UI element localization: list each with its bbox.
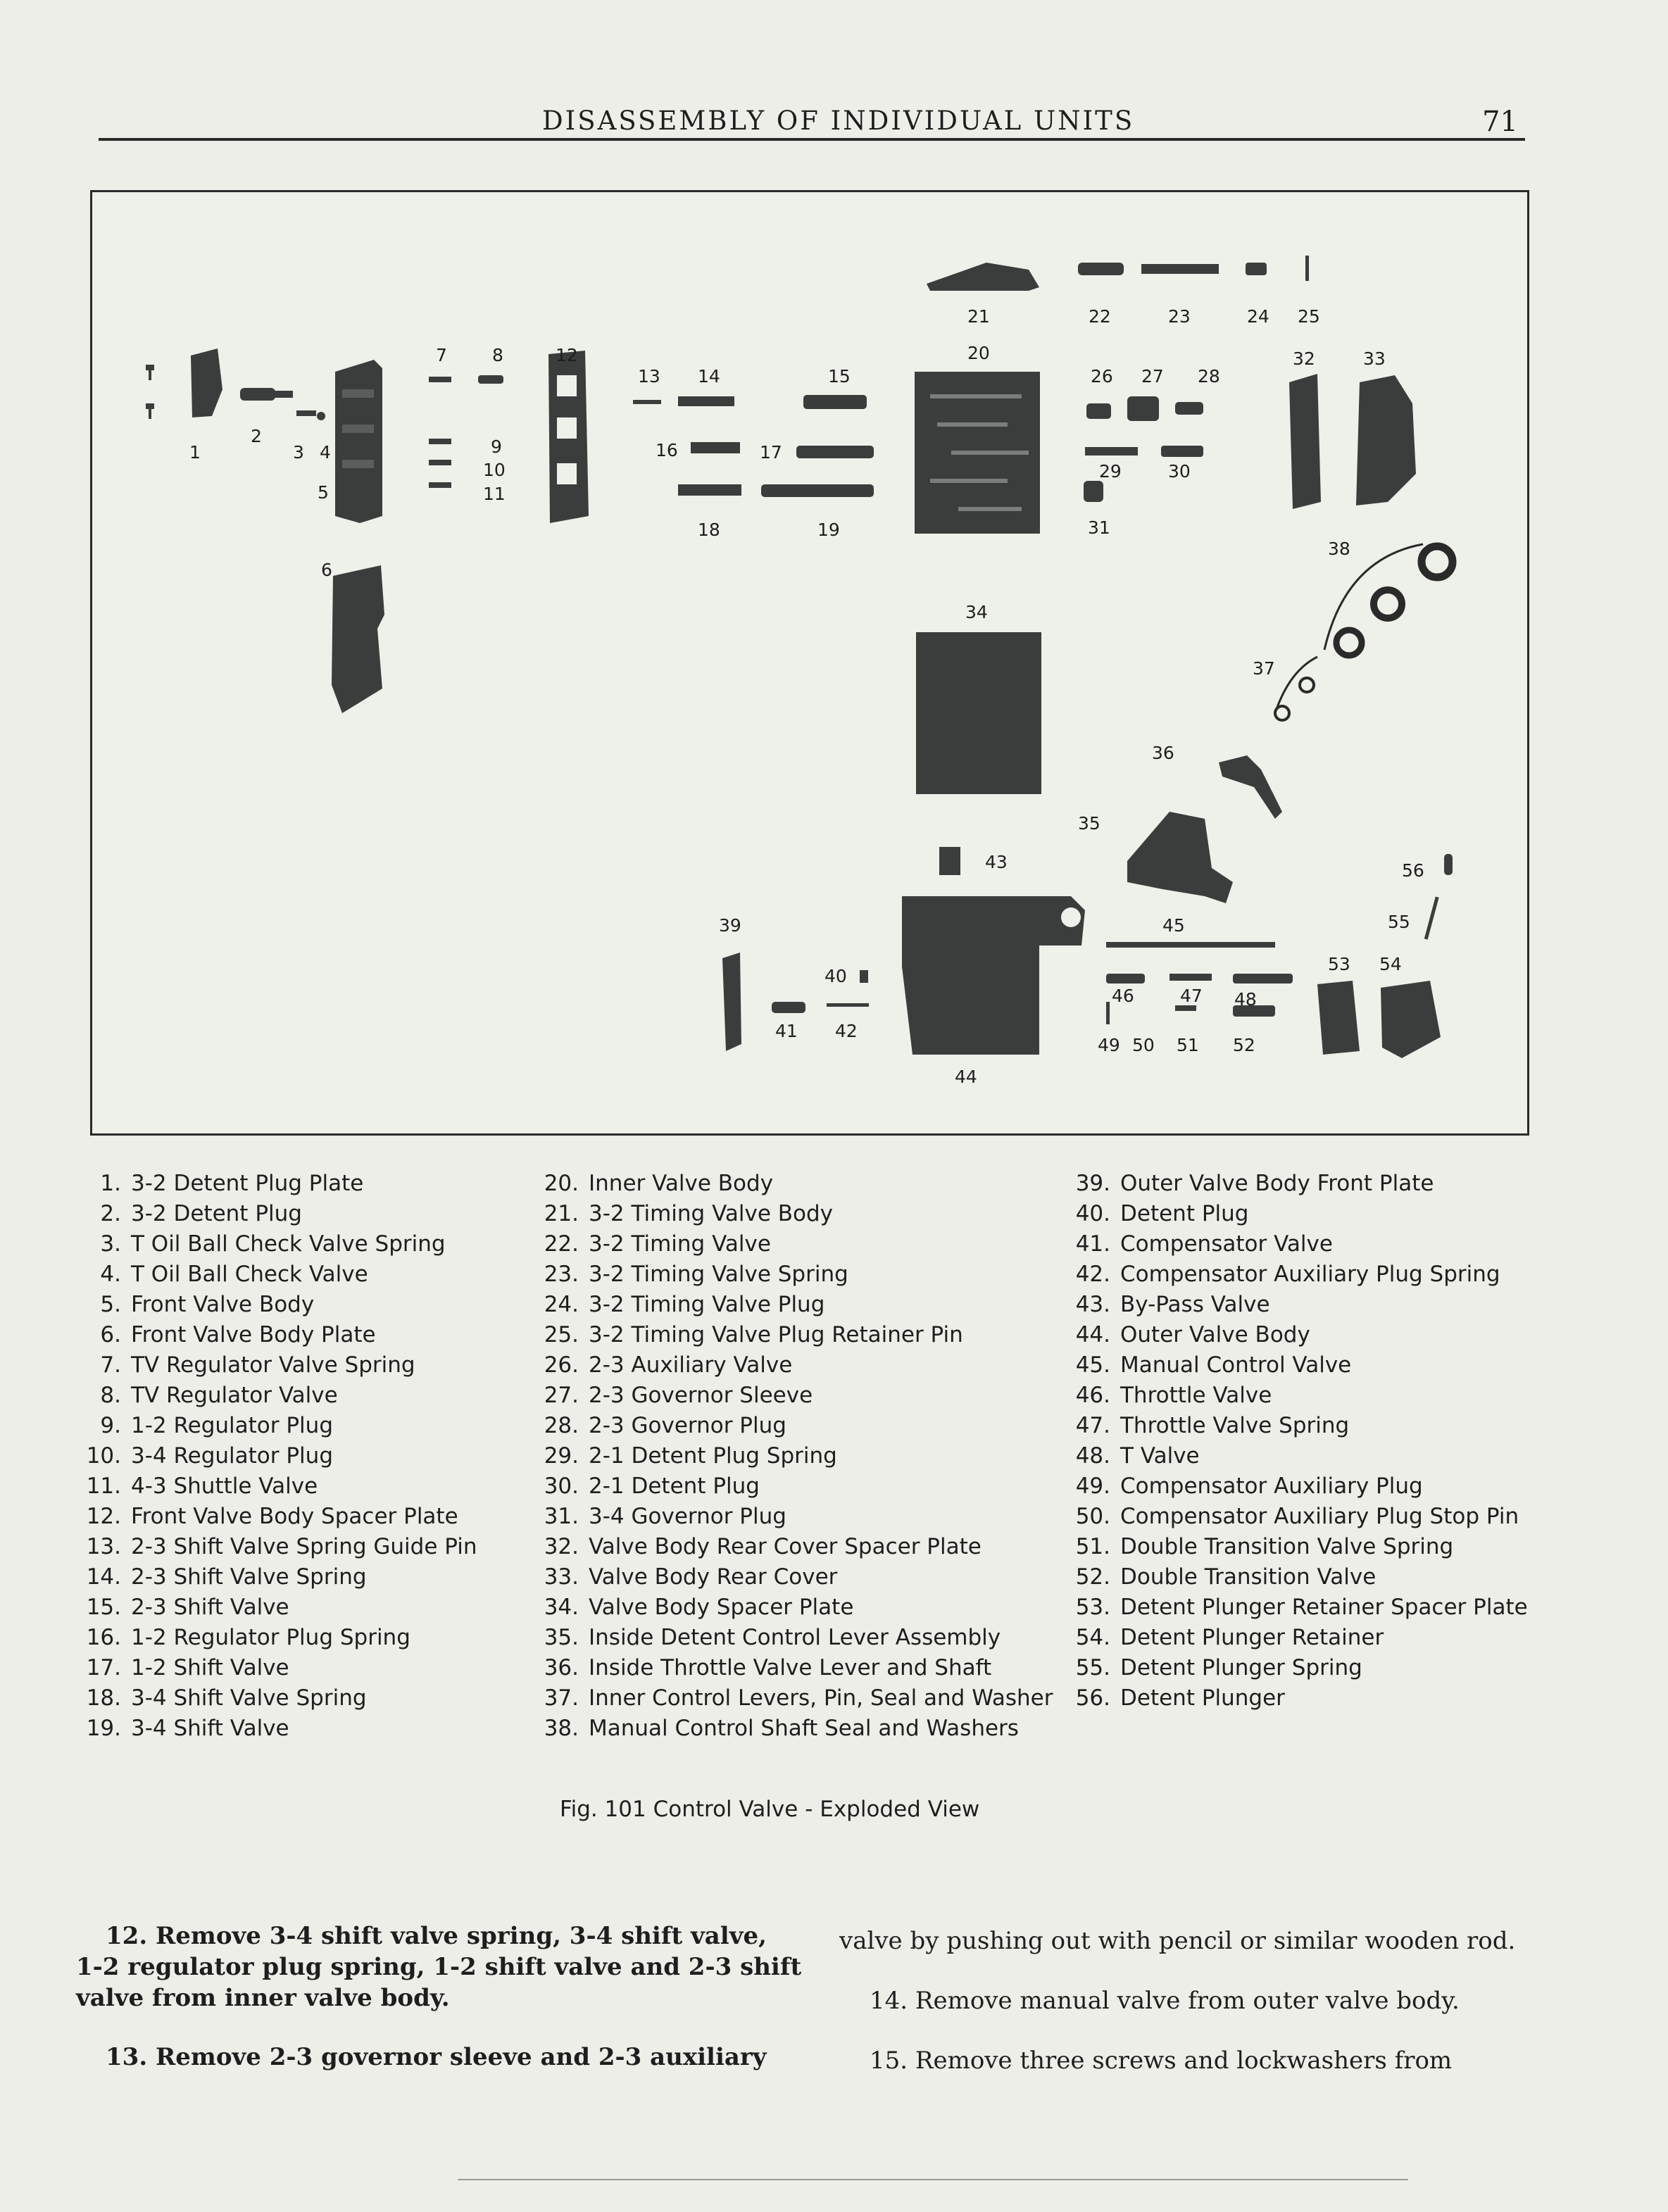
legend-item-label: Inner Control Levers, Pin, Seal and Washer xyxy=(589,1685,1053,1711)
page-header xyxy=(99,106,1525,141)
paragraph-15: 15. Remove three screws and lockwashers from xyxy=(870,2047,1453,2075)
legend-item-number: 7. xyxy=(100,1352,121,1378)
part-20-inner-valve-body xyxy=(915,372,1040,534)
legend-item xyxy=(1067,1592,1528,1623)
legend-item-number: 43. xyxy=(1075,1292,1110,1317)
parts-26-31 xyxy=(1084,396,1203,502)
legend-item xyxy=(1067,1169,1528,1199)
legend-item-number: 51. xyxy=(1075,1534,1110,1559)
paragraph-12-line-1: 12. Remove 3-4 shift valve spring, 3-4 shift valve, xyxy=(106,1922,767,1950)
legend-item-label: Valve Body Rear Cover xyxy=(589,1564,838,1590)
bottom-rule xyxy=(458,2179,1408,2180)
legend-item xyxy=(77,1562,477,1592)
legend-item xyxy=(77,1623,477,1653)
legend-item xyxy=(77,1714,477,1744)
legend-item xyxy=(1067,1532,1528,1562)
legend-item-number: 25. xyxy=(544,1322,579,1347)
part-6 xyxy=(332,565,384,713)
legend-item-label: Throttle Valve xyxy=(1120,1383,1272,1408)
callout-1: 1 xyxy=(189,442,201,463)
legend-item-number: 13. xyxy=(86,1534,121,1559)
callout-18: 18 xyxy=(698,520,720,540)
callout-7: 7 xyxy=(436,345,447,365)
legend-item-label: Front Valve Body Plate xyxy=(131,1322,376,1347)
callout-8: 8 xyxy=(492,345,503,365)
callout-51: 51 xyxy=(1177,1035,1199,1055)
part-32 xyxy=(1289,374,1321,509)
legend-item xyxy=(77,1502,477,1532)
legend-item-label: Outer Valve Body xyxy=(1120,1322,1310,1347)
legend-item-label: 3-4 Governor Plug xyxy=(589,1504,786,1529)
legend-item-number: 12. xyxy=(86,1504,121,1529)
part-33 xyxy=(1356,375,1416,505)
legend-item-label: 3-2 Detent Plug xyxy=(131,1201,302,1226)
legend-item-number: 47. xyxy=(1075,1413,1110,1438)
legend-item-number: 45. xyxy=(1075,1352,1110,1378)
legend-item-number: 46. xyxy=(1075,1383,1110,1408)
callout-15: 15 xyxy=(828,366,851,387)
legend-item-number: 1. xyxy=(100,1171,121,1196)
callout-30: 30 xyxy=(1168,461,1191,482)
legend-item-number: 34. xyxy=(544,1595,579,1620)
legend-item xyxy=(535,1532,1053,1562)
legend-item xyxy=(1067,1502,1528,1532)
legend-item-number: 38. xyxy=(544,1716,579,1741)
legend-item xyxy=(77,1683,477,1714)
legend-item-number: 22. xyxy=(544,1231,579,1257)
legend-item-number: 8. xyxy=(100,1383,121,1408)
legend-item xyxy=(535,1714,1053,1744)
paragraph-13-continued: valve by pushing out with pencil or similar wooden rod. xyxy=(839,1927,1516,1955)
part-37 xyxy=(1275,657,1317,720)
legend-item-label: Outer Valve Body Front Plate xyxy=(1120,1171,1434,1196)
part-34 xyxy=(916,632,1041,794)
legend-item-label: Detent Plunger Spring xyxy=(1120,1655,1362,1680)
legend-item-number: 28. xyxy=(544,1413,579,1438)
legend-item-label: Detent Plunger Retainer Spacer Plate xyxy=(1120,1595,1528,1620)
legend-item-label: T Oil Ball Check Valve Spring xyxy=(131,1231,446,1257)
callout-34: 34 xyxy=(965,602,988,622)
legend-item-label: 3-4 Shift Valve Spring xyxy=(131,1685,367,1711)
legend-item-number: 55. xyxy=(1075,1655,1110,1680)
legend-item-label: Inside Throttle Valve Lever and Shaft xyxy=(589,1655,992,1680)
callout-29: 29 xyxy=(1099,461,1122,482)
part-12 xyxy=(548,351,589,523)
legend-column-3 xyxy=(1067,1169,1528,1714)
legend-item xyxy=(1067,1229,1528,1259)
legend-column-2 xyxy=(535,1169,1053,1744)
legend-item-number: 5. xyxy=(100,1292,121,1317)
legend-item xyxy=(535,1471,1053,1502)
legend-item-number: 17. xyxy=(86,1655,121,1680)
legend-item-number: 41. xyxy=(1075,1231,1110,1257)
legend-item-label: Manual Control Valve xyxy=(1120,1352,1352,1378)
callout-21: 21 xyxy=(967,306,990,327)
part-36 xyxy=(1219,755,1282,819)
legend-item xyxy=(1067,1381,1528,1411)
callout-54: 54 xyxy=(1379,954,1402,974)
paragraph-13: 13. Remove 2-3 governor sleeve and 2-3 auxiliary xyxy=(106,2043,767,2071)
callout-22: 22 xyxy=(1089,306,1111,327)
paragraph-12-line-3: valve from inner valve body. xyxy=(76,1984,450,2012)
callout-52: 52 xyxy=(1233,1035,1255,1055)
parts-45-52 xyxy=(1106,942,1293,1024)
legend-item-label: 3-2 Timing Valve Spring xyxy=(589,1262,848,1287)
legend-item-number: 53. xyxy=(1075,1595,1110,1620)
legend-item-number: 3. xyxy=(100,1231,121,1257)
legend-item xyxy=(77,1259,477,1290)
callout-14: 14 xyxy=(698,366,720,387)
legend-item-number: 29. xyxy=(544,1443,579,1469)
callout-41: 41 xyxy=(775,1021,798,1041)
legend-item xyxy=(535,1653,1053,1683)
exploded-view-drawing xyxy=(92,192,1527,1133)
part-43 xyxy=(939,847,960,875)
callout-36: 36 xyxy=(1152,743,1174,763)
part-39 xyxy=(722,953,741,1051)
legend-item-number: 19. xyxy=(86,1716,121,1741)
legend-item-number: 11. xyxy=(86,1473,121,1499)
legend-item-label: 3-4 Shift Valve xyxy=(131,1716,289,1741)
callout-11: 11 xyxy=(483,484,506,504)
legend-item-label: 3-2 Timing Valve Body xyxy=(589,1201,834,1226)
callout-23: 23 xyxy=(1168,306,1191,327)
callout-42: 42 xyxy=(835,1021,858,1041)
legend-item xyxy=(77,1320,477,1350)
legend-item-number: 4. xyxy=(100,1262,121,1287)
legend-item-label: Double Transition Valve Spring xyxy=(1120,1534,1454,1559)
callout-32: 32 xyxy=(1293,348,1315,369)
callout-35: 35 xyxy=(1078,813,1100,834)
legend-item-number: 52. xyxy=(1075,1564,1110,1590)
callout-24: 24 xyxy=(1247,306,1269,327)
legend-item-label: Detent Plunger xyxy=(1120,1685,1285,1711)
legend-item xyxy=(1067,1259,1528,1290)
legend-item xyxy=(1067,1471,1528,1502)
legend-item-label: 2-3 Shift Valve xyxy=(131,1595,289,1620)
legend-item-number: 36. xyxy=(544,1655,579,1680)
callout-28: 28 xyxy=(1198,366,1220,387)
callout-48: 48 xyxy=(1234,989,1257,1010)
legend-item-number: 21. xyxy=(544,1201,579,1226)
part-44-outer-valve-body xyxy=(902,896,1085,1055)
legend-item-label: Front Valve Body xyxy=(131,1292,315,1317)
legend-item-number: 32. xyxy=(544,1534,579,1559)
legend-item-label: Inside Detent Control Lever Assembly xyxy=(589,1625,1001,1650)
callout-16: 16 xyxy=(656,440,678,460)
legend-item-number: 35. xyxy=(544,1625,579,1650)
legend-item xyxy=(1067,1290,1528,1320)
page-number: 71 xyxy=(1482,106,1518,138)
legend-item-label: Compensator Auxiliary Plug xyxy=(1120,1473,1423,1499)
callout-43: 43 xyxy=(985,852,1008,872)
legend-item xyxy=(535,1259,1053,1290)
legend-item-label: Compensator Auxiliary Plug Spring xyxy=(1120,1262,1500,1287)
legend-item-label: Detent Plunger Retainer xyxy=(1120,1625,1384,1650)
legend-item-label: 3-2 Timing Valve Plug xyxy=(589,1292,825,1317)
paragraph-12-line-2: 1-2 regulator plug spring, 1-2 shift valve and 2-3 shift xyxy=(76,1953,802,1981)
part-38 xyxy=(1324,544,1453,655)
legend-item-label: T Oil Ball Check Valve xyxy=(131,1262,368,1287)
legend-item-number: 6. xyxy=(100,1322,121,1347)
callout-37: 37 xyxy=(1253,658,1275,679)
callout-10: 10 xyxy=(483,460,506,480)
callout-56: 56 xyxy=(1402,860,1424,881)
legend-item xyxy=(535,1381,1053,1411)
callout-2: 2 xyxy=(251,426,262,446)
legend-item-number: 26. xyxy=(544,1352,579,1378)
legend-item xyxy=(77,1350,477,1381)
figure-caption: Fig. 101 Control Valve - Exploded View xyxy=(560,1797,980,1822)
legend-item-label: 1-2 Regulator Plug xyxy=(131,1413,333,1438)
legend-item-number: 54. xyxy=(1075,1625,1110,1650)
callout-9: 9 xyxy=(491,436,502,457)
legend-item-label: 2-3 Shift Valve Spring Guide Pin xyxy=(131,1534,477,1559)
legend-item-label: 2-1 Detent Plug xyxy=(589,1473,760,1499)
legend-item-label: 4-3 Shuttle Valve xyxy=(131,1473,318,1499)
callout-20: 20 xyxy=(967,343,990,363)
legend-item xyxy=(535,1441,1053,1471)
callout-40: 40 xyxy=(824,966,847,986)
part-3-4 xyxy=(296,410,325,420)
legend-item-number: 37. xyxy=(544,1685,579,1711)
legend-item xyxy=(1067,1653,1528,1683)
legend-item xyxy=(77,1653,477,1683)
callout-4: 4 xyxy=(320,442,331,463)
legend-item-number: 48. xyxy=(1075,1443,1110,1469)
legend-item-label: 1-2 Shift Valve xyxy=(131,1655,289,1680)
legend-item-number: 20. xyxy=(544,1171,579,1196)
legend-item xyxy=(535,1320,1053,1350)
legend-item-number: 2. xyxy=(100,1201,121,1226)
callout-46: 46 xyxy=(1112,986,1134,1006)
legend-item-label: TV Regulator Valve Spring xyxy=(131,1352,415,1378)
callout-19: 19 xyxy=(817,520,840,540)
legend-item-label: Double Transition Valve xyxy=(1120,1564,1377,1590)
callout-27: 27 xyxy=(1141,366,1164,387)
legend-item xyxy=(77,1199,477,1229)
legend-item-label: 2-3 Auxiliary Valve xyxy=(589,1352,793,1378)
callout-50: 50 xyxy=(1132,1035,1155,1055)
legend-item xyxy=(535,1350,1053,1381)
callout-17: 17 xyxy=(760,442,782,463)
part-35 xyxy=(1127,812,1233,903)
legend-item xyxy=(1067,1199,1528,1229)
callout-38: 38 xyxy=(1328,539,1350,559)
legend-item-number: 10. xyxy=(86,1443,121,1469)
legend-item-label: 2-3 Governor Sleeve xyxy=(589,1383,813,1408)
part-5 xyxy=(335,360,382,523)
legend-item-number: 56. xyxy=(1075,1685,1110,1711)
legend-item-number: 44. xyxy=(1075,1322,1110,1347)
legend-item-label: 3-2 Detent Plug Plate xyxy=(131,1171,364,1196)
callout-6: 6 xyxy=(321,560,332,580)
legend-item-number: 15. xyxy=(86,1595,121,1620)
callout-39: 39 xyxy=(719,915,741,936)
legend-item-label: 2-3 Shift Valve Spring xyxy=(131,1564,367,1590)
legend-item-number: 42. xyxy=(1075,1262,1110,1287)
legend-item-label: 3-2 Timing Valve xyxy=(589,1231,771,1257)
legend-item xyxy=(535,1592,1053,1623)
legend-item-number: 18. xyxy=(86,1685,121,1711)
callout-55: 55 xyxy=(1388,912,1410,932)
callout-45: 45 xyxy=(1162,915,1185,936)
legend-item xyxy=(77,1381,477,1411)
callout-25: 25 xyxy=(1298,306,1320,327)
legend-item xyxy=(1067,1683,1528,1714)
legend-item-label: 1-2 Regulator Plug Spring xyxy=(131,1625,410,1650)
callout-5: 5 xyxy=(318,482,329,503)
legend-item-label: 2-3 Governor Plug xyxy=(589,1413,786,1438)
callout-3: 3 xyxy=(293,442,304,463)
callout-47: 47 xyxy=(1180,986,1203,1006)
part-2 xyxy=(240,388,293,401)
legend-item-label: Compensator Auxiliary Plug Stop Pin xyxy=(1120,1504,1519,1529)
legend-item-number: 33. xyxy=(544,1564,579,1590)
legend-item-label: Valve Body Spacer Plate xyxy=(589,1595,854,1620)
legend-item-label: 3-4 Regulator Plug xyxy=(131,1443,333,1469)
paragraph-12 xyxy=(76,1921,801,2013)
parts-22-25 xyxy=(1078,256,1309,281)
callout-33: 33 xyxy=(1363,348,1386,369)
legend-item-number: 16. xyxy=(86,1625,121,1650)
exploded-view-figure xyxy=(90,190,1529,1136)
legend-item-number: 14. xyxy=(86,1564,121,1590)
legend-item xyxy=(1067,1562,1528,1592)
legend-item xyxy=(1067,1320,1528,1350)
legend-item-number: 9. xyxy=(100,1413,121,1438)
legend-item-label: Manual Control Shaft Seal and Washers xyxy=(589,1716,1019,1741)
legend-column-1 xyxy=(77,1169,477,1744)
part-1 xyxy=(146,348,222,419)
legend-item xyxy=(535,1169,1053,1199)
legend-item xyxy=(77,1532,477,1562)
legend-item xyxy=(1067,1441,1528,1471)
legend-item xyxy=(535,1562,1053,1592)
legend-item xyxy=(77,1290,477,1320)
callout-53: 53 xyxy=(1328,954,1350,974)
paragraph-14: 14. Remove manual valve from outer valve body. xyxy=(870,1987,1460,2015)
legend-item xyxy=(1067,1411,1528,1441)
legend-item-label: Valve Body Rear Cover Spacer Plate xyxy=(589,1534,982,1559)
callout-13: 13 xyxy=(638,366,660,387)
parts-40-42 xyxy=(772,970,869,1013)
legend-item xyxy=(535,1229,1053,1259)
legend-item-number: 31. xyxy=(544,1504,579,1529)
legend-item-number: 40. xyxy=(1075,1201,1110,1226)
legend-item-number: 24. xyxy=(544,1292,579,1317)
legend-item xyxy=(77,1169,477,1199)
legend-item xyxy=(535,1411,1053,1441)
legend-item xyxy=(535,1502,1053,1532)
callout-26: 26 xyxy=(1091,366,1113,387)
legend-item-label: 2-1 Detent Plug Spring xyxy=(589,1443,837,1469)
legend-item-label: By-Pass Valve xyxy=(1120,1292,1270,1317)
legend-item xyxy=(77,1411,477,1441)
legend-item-label: Throttle Valve Spring xyxy=(1120,1413,1350,1438)
legend-item xyxy=(535,1290,1053,1320)
legend-item xyxy=(535,1623,1053,1653)
legend-item xyxy=(77,1471,477,1502)
legend-item-number: 49. xyxy=(1075,1473,1110,1499)
legend-item xyxy=(535,1199,1053,1229)
callout-44: 44 xyxy=(955,1067,977,1087)
callout-12: 12 xyxy=(556,345,578,365)
callout-49: 49 xyxy=(1098,1035,1120,1055)
legend-item xyxy=(77,1592,477,1623)
legend-item-label: Compensator Valve xyxy=(1120,1231,1333,1257)
legend-item xyxy=(77,1441,477,1471)
legend-item-label: Detent Plug xyxy=(1120,1201,1249,1226)
legend-item-label: TV Regulator Valve xyxy=(131,1383,338,1408)
chapter-title: DISASSEMBLY OF INDIVIDUAL UNITS xyxy=(542,106,1135,136)
legend-item-number: 27. xyxy=(544,1383,579,1408)
legend-item-label: Front Valve Body Spacer Plate xyxy=(131,1504,458,1529)
legend-item xyxy=(77,1229,477,1259)
legend-item-label: Inner Valve Body xyxy=(589,1171,774,1196)
part-21 xyxy=(927,263,1039,291)
legend-item-number: 23. xyxy=(544,1262,579,1287)
legend-item-number: 50. xyxy=(1075,1504,1110,1529)
legend-item-label: 3-2 Timing Valve Plug Retainer Pin xyxy=(589,1322,963,1347)
legend-item-label: T Valve xyxy=(1120,1443,1200,1469)
legend-item-number: 30. xyxy=(544,1473,579,1499)
legend-item xyxy=(535,1683,1053,1714)
callout-31: 31 xyxy=(1088,517,1110,538)
legend-item xyxy=(1067,1350,1528,1381)
legend-item xyxy=(1067,1623,1528,1653)
legend-item-number: 39. xyxy=(1075,1171,1110,1196)
